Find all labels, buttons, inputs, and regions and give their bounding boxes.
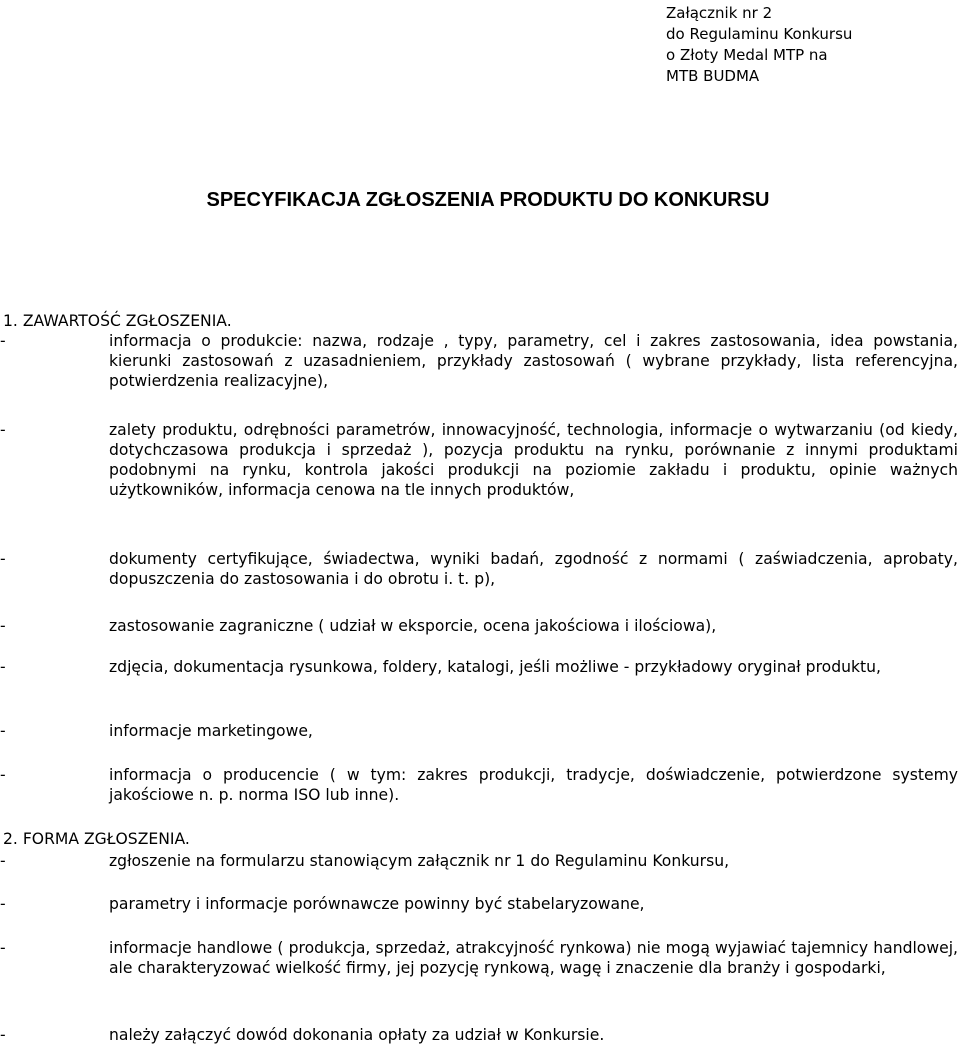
list-item-text: zastosowanie zagraniczne ( udział w eksporcie, ocena jakościowa i ilościowa), [109, 617, 717, 635]
bullet-dash: - [0, 852, 6, 870]
bullet-dash: - [0, 895, 6, 913]
list-item-text: zalety produktu, odrębności parametrów, innowacyjność, technologia, informacje o wytwarzaniu (od kiedy, dotychczasowa produkcja i sprzedaż ), pozycja produktu na rynku, porównanie z innymi produktami podobnymi na rynku, kontrola jakości produkcji na poziomie zakładu i produktu, opinie ważnych użytkowników, informacja cenowa na tle innych produktów, [109, 421, 958, 499]
list-item [0, 331, 958, 391]
list-item-text: dokumenty certyfikujące, świadectwa, wyniki badań, zgodność z normami ( zaświadczenia, aprobaty, dopuszczenia do zastosowania i do obrotu i. t. p), [109, 550, 958, 588]
list-item-text: informacje marketingowe, [109, 722, 313, 740]
bullet-dash: - [0, 421, 6, 439]
list-item [0, 549, 958, 589]
bullet-dash: - [0, 658, 6, 676]
list-item-text: parametry i informacje porównawcze powinny być stabelaryzowane, [109, 895, 645, 913]
bullet-dash: - [0, 766, 6, 784]
bullet-dash: - [0, 1026, 6, 1044]
annex-line: MTB BUDMA [666, 67, 760, 85]
list-item-text: informacje handlowe ( produkcja, sprzedaż, atrakcyjność rynkowa) nie mogą wyjawiać tajemnicy handlowej, ale charakteryzować wielkość firmy, jej pozycję rynkową, wagę i znaczenie dla branży i gospodarki, [109, 939, 958, 977]
list-item [0, 721, 958, 741]
bullet-dash: - [0, 617, 6, 635]
annex-header [666, 3, 852, 87]
list-item-text: zdjęcia, dokumentacja rysunkowa, foldery, katalogi, jeśli możliwe - przykładowy oryginał produktu, [109, 658, 881, 676]
annex-line: Załącznik nr 2 [666, 4, 773, 22]
list-item-text: zgłoszenie na formularzu stanowiącym załącznik nr 1 do Regulaminu Konkursu, [109, 852, 730, 870]
bullet-dash: - [0, 550, 6, 568]
list-item [0, 420, 958, 500]
bullet-dash: - [0, 939, 6, 957]
list-item [0, 765, 958, 805]
bullet-dash: - [0, 332, 6, 350]
document-title: SPECYFIKACJA ZGŁOSZENIA PRODUKTU DO KONKURSU [206, 189, 770, 211]
section-1-heading: 1. ZAWARTOŚĆ ZGŁOSZENIA. [3, 312, 232, 330]
list-item [0, 851, 958, 871]
list-item [0, 1025, 958, 1045]
annex-line: o Złoty Medal MTP na [666, 46, 828, 64]
bullet-dash: - [0, 722, 6, 740]
annex-line: do Regulaminu Konkursu [666, 25, 853, 43]
list-item-text: informacja o produkcie: nazwa, rodzaje , typy, parametry, cel i zakres zastosowania, idea powstania, kierunki zastosowań z uzasadnieniem, przykłady zastosowań ( wybrane przykłady, lista referencyjna, potwierdzenia realizacyjne), [109, 332, 958, 390]
list-item [0, 938, 958, 978]
list-item-text: należy załączyć dowód dokonania opłaty za udział w Konkursie. [109, 1026, 605, 1044]
list-item [0, 657, 958, 677]
list-item [0, 894, 958, 914]
list-item-text: informacja o producencie ( w tym: zakres produkcji, tradycje, doświadczenie, potwierdzone systemy jakościowe n. p. norma ISO lub inne). [109, 766, 958, 804]
list-item [0, 616, 958, 636]
section-2-heading: 2. FORMA ZGŁOSZENIA. [3, 830, 190, 848]
